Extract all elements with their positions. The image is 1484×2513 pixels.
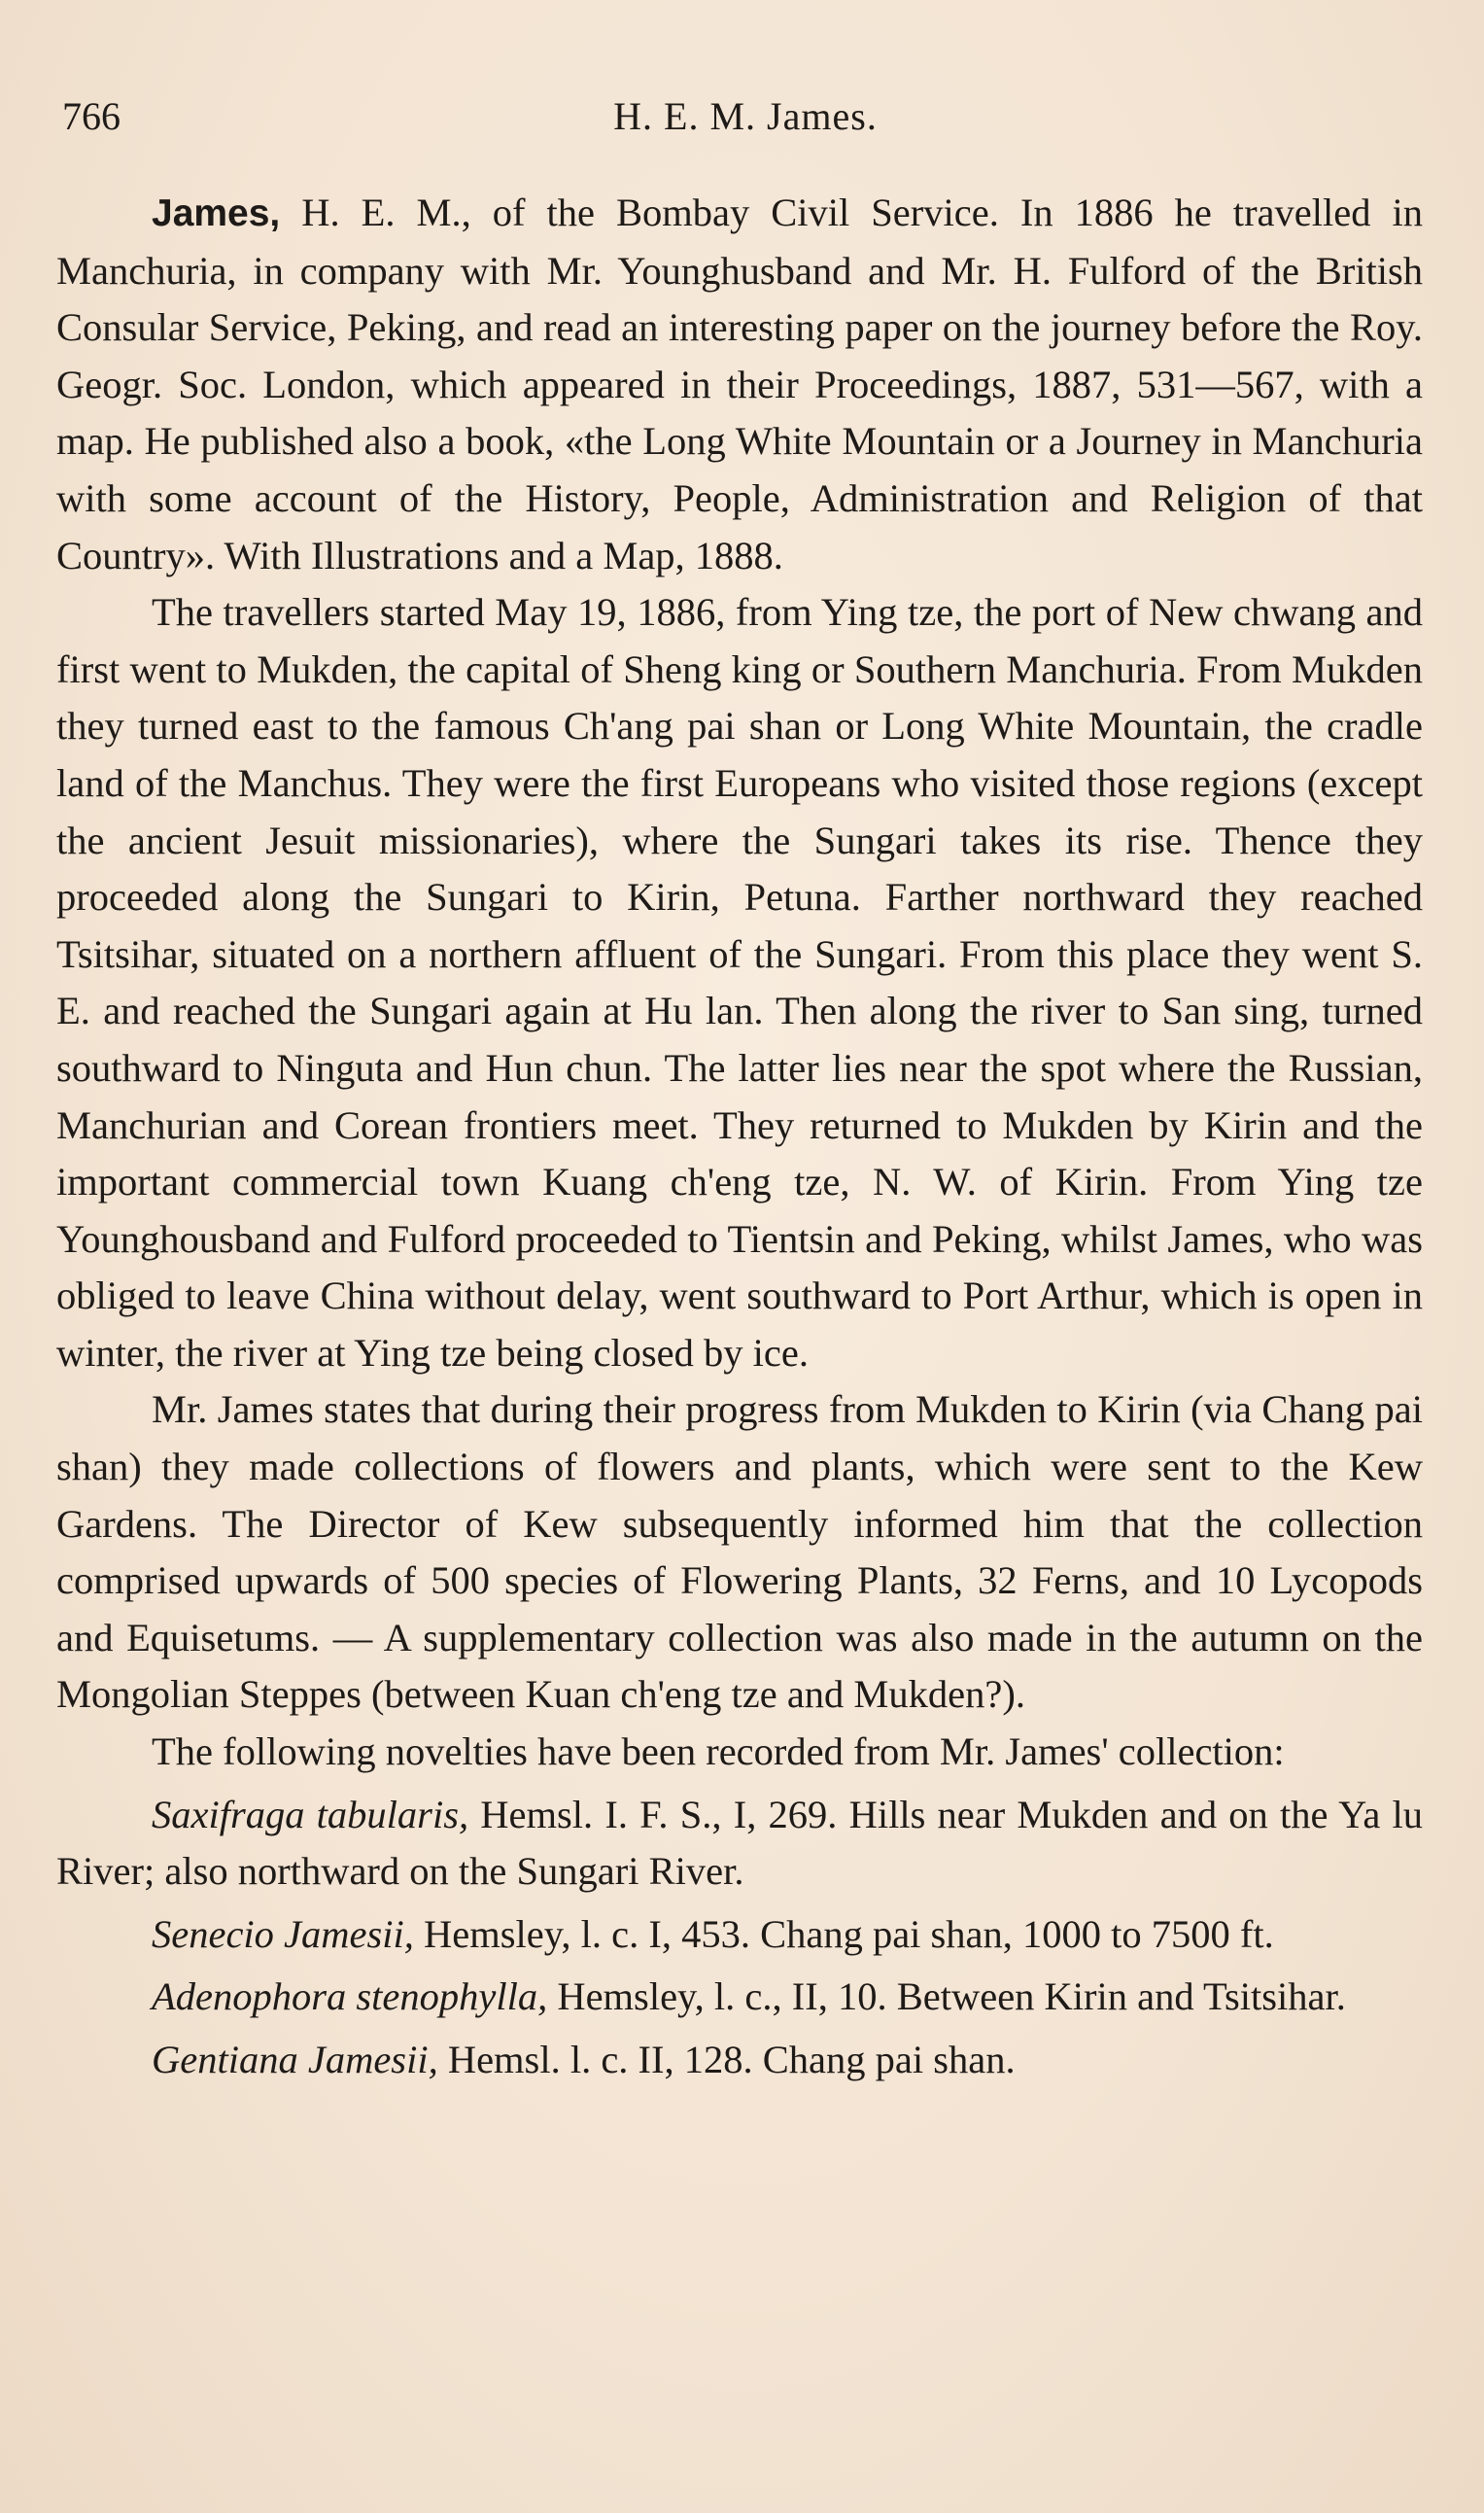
novelty-entry — [56, 2032, 1423, 2089]
novelty-entry — [56, 1906, 1423, 1964]
novelties-intro: The following novelties have been recorded from Mr. James' collection: — [152, 1729, 1285, 1774]
species-citation: Hemsley, l. c. I, 453. Chang pai shan, 1000 to 7500 ft. — [413, 1911, 1274, 1956]
species-name: Gentiana Jamesii, — [152, 2038, 438, 2081]
species-citation: Hemsl. l. c. II, 128. Chang pai shan. — [437, 2038, 1016, 2081]
entry-lead-name: James, — [152, 192, 281, 234]
species-name: Senecio Jamesii, — [152, 1911, 414, 1956]
intro-text: H. E. M., of the Bombay Civil Service. In 1886 he travelled in Manchuria, in company with Mr. Younghusband and Mr. H. Fulford of the British Consular Service, Peking, and read an interesting paper on the journey before the Roy. Geogr. Soc. London, which appeared in their Proceedings, 1887, 531—567, with a map. He published also a book, «the Long White Mountain or a Journey in Manchuria with some account of the History, People, Administration and Religion of that Country». With Illustrations and a Map, 1888. — [56, 191, 1423, 577]
travels-paragraph: The travellers started May 19, 1886, from Ying tze, the port of New chwang and first went to Mukden, the capital of Sheng king or Southern Manchuria. From Mukden they turned east to the famous Ch'ang pai shan or Long White Mountain, the cradle land of the Manchus. They were the first Europeans who visited those regions (except the ancient Jesuit missionaries), where the Sungari takes its rise. Thence they proceeded along the Sungari to Kirin, Petuna. Farther northward they reached Tsitsihar, situated on a northern affluent of the Sungari. From this place they went S. E. and reached the Sungari again at Hu lan. Then along the river to San sing, turned southward to Ninguta and Hun chun. The latter lies near the spot where the Russian, Manchurian and Corean frontiers meet. They returned to Mukden by Kirin and the important commercial town Kuang ch'eng tze, N. W. of Kirin. From Ying tze Younghousband and Fulford proceeded to Tientsin and Peking, whilst James, who was obliged to leave China without delay, went southward to Port Arthur, which is open in winter, the river at Ying tze being closed by ice. — [56, 590, 1423, 1375]
species-name: Saxifraga tabularis, — [152, 1792, 469, 1836]
species-citation: Hemsley, l. c., II, 10. Between Kirin and Tsitsihar. — [547, 1974, 1346, 2019]
novelty-entry — [56, 1787, 1423, 1901]
intro-paragraph — [56, 185, 1423, 584]
species-name: Adenophora stenophylla, — [152, 1974, 548, 2019]
page-header — [62, 89, 1429, 144]
entry-body — [56, 185, 1423, 2089]
running-head: H. E. M. James. — [613, 94, 878, 138]
species-citation: Hemsl. I. F. S., I, 269. Hills near Mukden and on the Ya lu River; also northward on the Sungari River. — [56, 1792, 1423, 1894]
collections-paragraph: Mr. James states that during their progress from Mukden to Kirin (via Chang pai shan) they made collections of flowers and plants, which were sent to the Kew Gardens. The Director of Kew subsequently informed him that the collection comprised upwards of 500 species of Flowering Plants, 32 Ferns, and 10 Lycopods and Equisetums. — A supplementary collection was also made in the autumn on the Mongolian Steppes (between Kuan ch'eng tze and Mukden?). — [56, 1387, 1423, 1717]
novelty-entry — [56, 1969, 1423, 2026]
page-number: 766 — [62, 94, 121, 138]
